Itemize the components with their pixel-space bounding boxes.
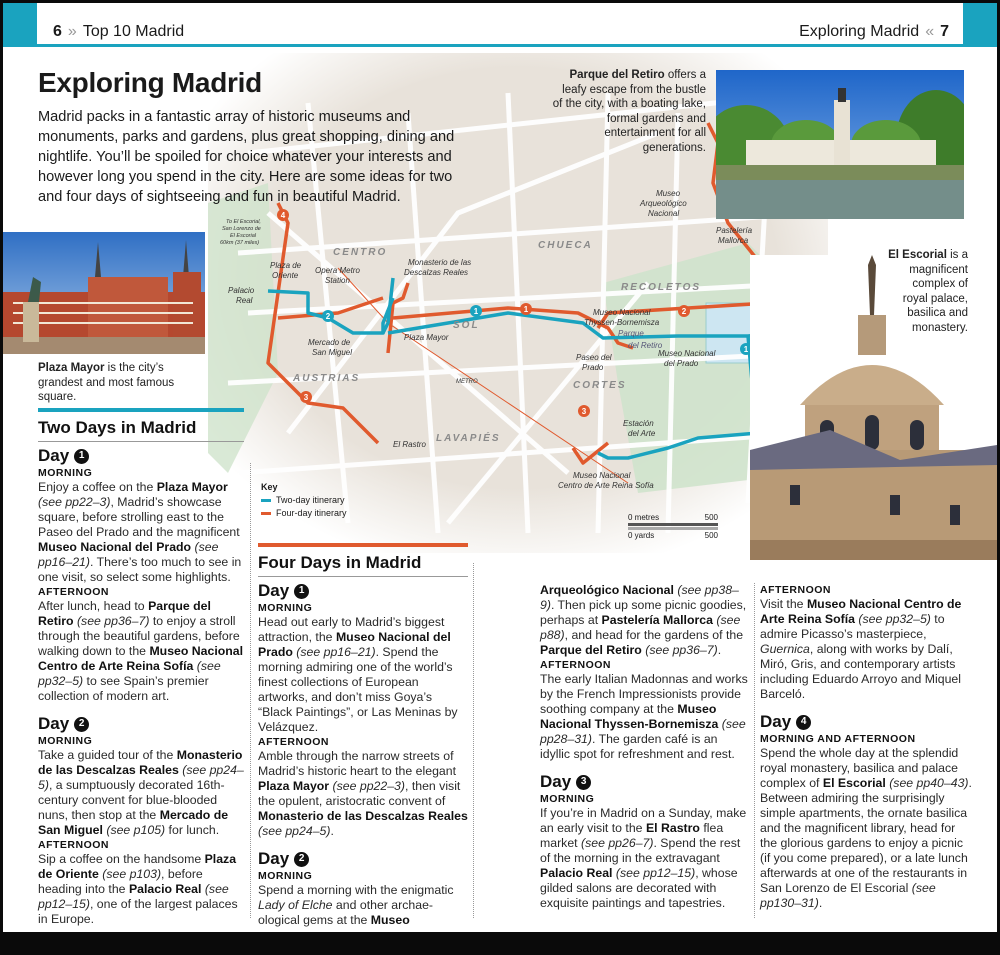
four-days-day4-text: Spend the whole day at the splendid royal monastery, basilica and palace complex of El Escorial (see pp40–43). Between admiring the surprisingly simple apartments, the ornate basilica and the magnificent library, head for the glorious gardens to enjoy a picnic (if you come prepared), or a late lunch afterwards at one of the restaurants in San Lorenzo de El Escorial (see pp130–31). (760, 746, 972, 910)
svg-text:RECOLETOS: RECOLETOS (621, 282, 702, 293)
two-days-heading: Two Days in Madrid (38, 417, 244, 442)
four-days-column-3: Arqueológico Nacional (see pp38–9). Then pick up some picnic goodies, perhaps at Pastelería Mallorca (see p88), and head for the gardens of the Parque del Retiro (see pp36–7). AFTERNOON The early Italian Madonnas and works by the French Impressionists provide soothing company at the Museo Nacional Thyssen-Bornemisza (see pp28–31). The garden café is an idyllic spot for refreshment and rest. Day 3 MORNING If you’re in Madrid on a Sunday, make an early visit to the El Rastro flea market (see pp26–7). Spend the rest of the morning in the extravagant Palacio Real (see pp12–15), whose gilded salons are decorated with exquisite paintings and tapestries. (540, 583, 748, 910)
two-days-day2-morning: Take a guided tour of the Monasterio de las Descalzas Reales (see pp24–5), a sumptuously decorated 16th-century convent for blue-blooded nuns, then stop at the Mercado de San Miguel (see p105) for lunch. (38, 748, 244, 837)
two-days-day2-heading: Day 2 (38, 714, 244, 734)
svg-text:Museo Nacional: Museo Nacional (573, 471, 631, 480)
four-days-column: Four Days in Madrid Day 1 MORNING Head out early to Madrid’s biggest attraction, the Museo Nacional del Prado (see pp16–21). Spend the morning admiring one of the world’s finest collections of European artworks, and don’t miss Goya’s “Black Paintings”, or Las Meninas by Velázquez. AFTERNOON Amble through the narrow streets of Madrid’s historic heart to the elegant Plaza Mayor (see pp22–3), then visit the opulent, aristocratic convent of Monasterio de las Descalzas Reales (see pp24–5). Day 2 MORNING Spend a morning with the enigmatic Lady of Elche and other archaeological gems at the Museo (258, 543, 468, 928)
four-days-day2-morning-b: Arqueológico Nacional (see pp38–9). Then pick up some picnic goodies, perhaps at Pastelería Mallorca (see p88), and head for the gardens of the Parque del Retiro (see pp36–7). (540, 583, 747, 657)
svg-text:AUSTRIAS: AUSTRIAS (293, 373, 361, 384)
left-section-title: Top 10 Madrid (82, 23, 185, 40)
four-days-day1-heading: Day 1 (258, 581, 468, 601)
svg-text:Plaza de: Plaza de (270, 261, 302, 270)
two-days-column: Two Days in Madrid Day 1 MORNING Enjoy a coffee on the Plaza Mayor (see pp22–3), Madrid’s showcase square, before strolling east to the Paseo del Prado and the magnificent Museo Nacional del Prado (see pp16–21). There’s too much to see in one visit, so select some highlights. AFTERNOON After lunch, head to Parque del Retiro (see pp36–7) to enjoy a stroll through the beautiful gardens, before walking down to the Museo Nacional Centro de Arte Reina Sofía (see pp32–5) to see Spain’s premier collection of modern art. Day 2 MORNING Take a guided tour of the Monasterio de las Descalzas Reales (see pp24–5), a sumptuously decorated 16th-century convent for blue-blooded nuns, then stop at the Mercado de San Miguel (see p105) for lunch. AFTERNOON Sip a coffee on the handsome Plaza de Oriente (see p103), before heading into the Palacio Real (see pp12–15), one of the largest palaces in Europe. (38, 408, 244, 927)
svg-text:1: 1 (743, 345, 749, 354)
svg-text:Monasterio de las: Monasterio de las (408, 258, 472, 267)
svg-text:Mercado de: Mercado de (308, 338, 351, 347)
four-days-day1-afternoon: Amble through the narrow streets of Madrid’s historic heart to the elegant Plaza Mayor (see pp22–3), then visit the opulent, aristocratic convent of Monasterio de las Descalzas Reales (see pp24–5). (258, 749, 468, 838)
svg-text:Prado: Prado (582, 363, 604, 372)
four-days-day3-heading: Day 3 (540, 772, 748, 792)
two-days-day2-afternoon: Sip a coffee on the handsome Plaza de Oriente (see p103), before heading into the Palacio Real (see pp12–15), one of the largest palaces in Europe. (38, 852, 238, 926)
running-header (3, 3, 997, 47)
two-days-day1-heading: Day 1 (38, 446, 244, 466)
svg-text:1: 1 (523, 305, 529, 314)
svg-text:del Prado: del Prado (664, 359, 699, 368)
svg-text:To El Escorial,: To El Escorial, (226, 219, 261, 225)
four-days-day1-morning: Head out early to Madrid’s biggest attraction, the Museo Nacional del Prado (see pp16–21). Spend the morning admiring one of the world’s finest collections of European artworks, and don’t miss Goya’s “Black Paintings”, or Las Meninas by Velázquez. (258, 615, 458, 734)
svg-text:Museo Nacional: Museo Nacional (593, 308, 651, 317)
svg-text:Centro de Arte Reina Sofía: Centro de Arte Reina Sofía (558, 481, 654, 490)
four-days-heading: Four Days in Madrid (258, 552, 468, 577)
left-running-head (53, 23, 184, 41)
svg-text:San Miguel: San Miguel (312, 348, 353, 357)
chevron-left-icon: « (925, 23, 935, 40)
svg-text:Oriente: Oriente (272, 271, 299, 280)
chevron-right-icon: » (67, 23, 77, 40)
svg-text:2: 2 (325, 312, 331, 321)
svg-text:Paseo del: Paseo del (576, 353, 612, 362)
svg-text:Palacio: Palacio (228, 286, 255, 295)
svg-text:Station: Station (325, 276, 350, 285)
svg-text:METRO: METRO (456, 379, 478, 385)
teal-rule (38, 408, 244, 412)
plaza-mayor-caption: Plaza Mayor is the city’s grandest and most famous square. (38, 362, 175, 403)
svg-text:Estación: Estación (623, 419, 654, 428)
left-page-number: 6 (53, 23, 62, 40)
map-key (261, 481, 347, 520)
svg-text:3: 3 (581, 407, 587, 416)
right-section-title: Exploring Madrid (799, 23, 920, 40)
svg-text:del Retiro: del Retiro (628, 341, 663, 350)
svg-text:Pastelería: Pastelería (716, 226, 753, 235)
four-days-day3-morning: If you’re in Madrid on a Sunday, make an early visit to the El Rastro flea market (see pp26–7). Spend the rest of the morning in the extravagant Palacio Real (see pp12–15), whose gilded salons are decorated with exquisite paintings and tapestries. (540, 806, 747, 910)
four-days-day3-afternoon: Visit the Museo Nacional Centro de Arte Reina Sofía (see pp32–5) to admire Picasso’s masterpiece, Guernica, along with works by Dalí, Miró, Gris, and contemporary artists including Eduardo Arroyo and Miquel Barceló. (760, 597, 962, 701)
column-divider (473, 563, 474, 918)
svg-text:60km (37 miles): 60km (37 miles) (220, 240, 260, 246)
el-escorial-caption: El Escorial is a magnificent complex of royal palace, basilica and monastery. (888, 249, 968, 334)
four-days-day2-afternoon: The early Italian Madonnas and works by the French Impressionists provide soothing company at the Museo Nacional Thyssen-Bornemisza (see pp28–31). The garden café is an idyllic spot for refreshment and rest. (540, 672, 748, 761)
map-scale-bar: 0 metres 500 0 yards 500 (628, 513, 718, 540)
plaza-mayor-photo (3, 232, 205, 354)
right-color-tab (963, 3, 997, 47)
svg-text:Descalzas Reales: Descalzas Reales (404, 268, 469, 277)
svg-text:Plaza Mayor: Plaza Mayor (404, 333, 449, 342)
red-rule (258, 543, 468, 547)
two-day-legend: Two-day itinerary (276, 495, 345, 505)
svg-text:San Lorenzo de: San Lorenzo de (222, 226, 261, 232)
four-day-legend: Four-day itinerary (276, 508, 347, 518)
map-key-title: Key (261, 482, 278, 492)
svg-text:Nacional: Nacional (648, 209, 680, 218)
retiro-caption: Parque del Retiro offers a leafy escape from the bustle of the city, with a boating lake, formal gardens and entertainment for all generations. (552, 69, 706, 154)
left-color-tab (3, 3, 37, 47)
svg-text:3: 3 (303, 393, 309, 402)
svg-text:El Rastro: El Rastro (393, 440, 426, 449)
retiro-photo (716, 70, 964, 219)
page-title: Exploring Madrid (38, 67, 262, 98)
right-page-number: 7 (940, 23, 949, 40)
svg-text:Mallorca: Mallorca (718, 236, 749, 245)
book-spread (3, 3, 997, 932)
svg-text:Real: Real (236, 296, 253, 305)
two-day-swatch-icon (261, 499, 271, 502)
four-days-day2-morning-a: Spend a morning with the enigmatic Lady of Elche and other archaeological gems at the Museo (258, 883, 454, 927)
svg-text:CORTES: CORTES (573, 380, 627, 391)
svg-text:CHUECA: CHUECA (538, 240, 593, 251)
svg-text:del Arte: del Arte (628, 429, 656, 438)
svg-text:1: 1 (473, 307, 479, 316)
svg-text:Museo: Museo (656, 189, 681, 198)
svg-text:Arqueológico: Arqueológico (640, 199, 687, 208)
svg-text:CENTRO: CENTRO (333, 247, 388, 258)
four-days-day4-heading: Day 4 (760, 712, 975, 732)
four-days-day2-heading: Day 2 (258, 849, 468, 869)
four-days-column-4: AFTERNOON Visit the Museo Nacional Centro de Arte Reina Sofía (see pp32–5) to admire Picasso’s masterpiece, Guernica, along with works by Dalí, Miró, Gris, and contemporary artists including Eduardo Arroyo and Miquel Barceló. Day 4 MORNING AND AFTERNOON Spend the whole day at the splendid royal monastery, basilica and palace complex of El Escorial (see pp40–43). Between admiring the surprisingly simple apartments, the ornate basilica and the magnificent library, head for the glorious gardens to enjoy a picnic (if you come prepared), or a late lunch afterwards at one of the restaurants in San Lorenzo de El Escorial (see pp130–31). (760, 583, 975, 911)
svg-text:Museo Nacional: Museo Nacional (658, 349, 716, 358)
svg-text:4: 4 (280, 211, 286, 220)
four-day-swatch-icon (261, 512, 271, 515)
column-divider (250, 463, 251, 918)
column-divider (754, 583, 755, 918)
svg-text:El Escorial: El Escorial (230, 233, 256, 239)
intro-paragraph: Madrid packs in a fantastic array of historic museums and monuments, parks and gardens, plus great shopping, dining and nightlife. You’ll be spoiled for choice whatever your interests and however long you spend in the city. Here are some ideas for two and four days of sightseeing and fun in beautiful Madrid. (38, 109, 455, 205)
svg-text:2: 2 (681, 307, 687, 316)
svg-text:Opera Metro: Opera Metro (315, 266, 360, 275)
right-running-head (799, 23, 949, 41)
svg-text:SOL: SOL (453, 320, 480, 331)
svg-text:LAVAPIÉS: LAVAPIÉS (436, 433, 501, 444)
two-days-day1-afternoon: After lunch, head to Parque del Retiro (see pp36–7) to enjoy a stroll through the beautiful gardens, before walking down to the Museo Nacional Centro de Arte Reina Sofía (see pp32–5) to see Spain’s premier collection of modern art. (38, 599, 244, 703)
svg-text:Parque: Parque (618, 329, 644, 338)
svg-text:Thyssen-Bornemisza: Thyssen-Bornemisza (584, 318, 660, 327)
two-days-day1-morning: Enjoy a coffee on the Plaza Mayor (see pp22–3), Madrid’s showcase square, before strolling east to the Paseo del Prado and the magnificent Museo Nacional del Prado (see pp16–21). There’s too much to see in one visit, so select some highlights. (38, 480, 242, 584)
